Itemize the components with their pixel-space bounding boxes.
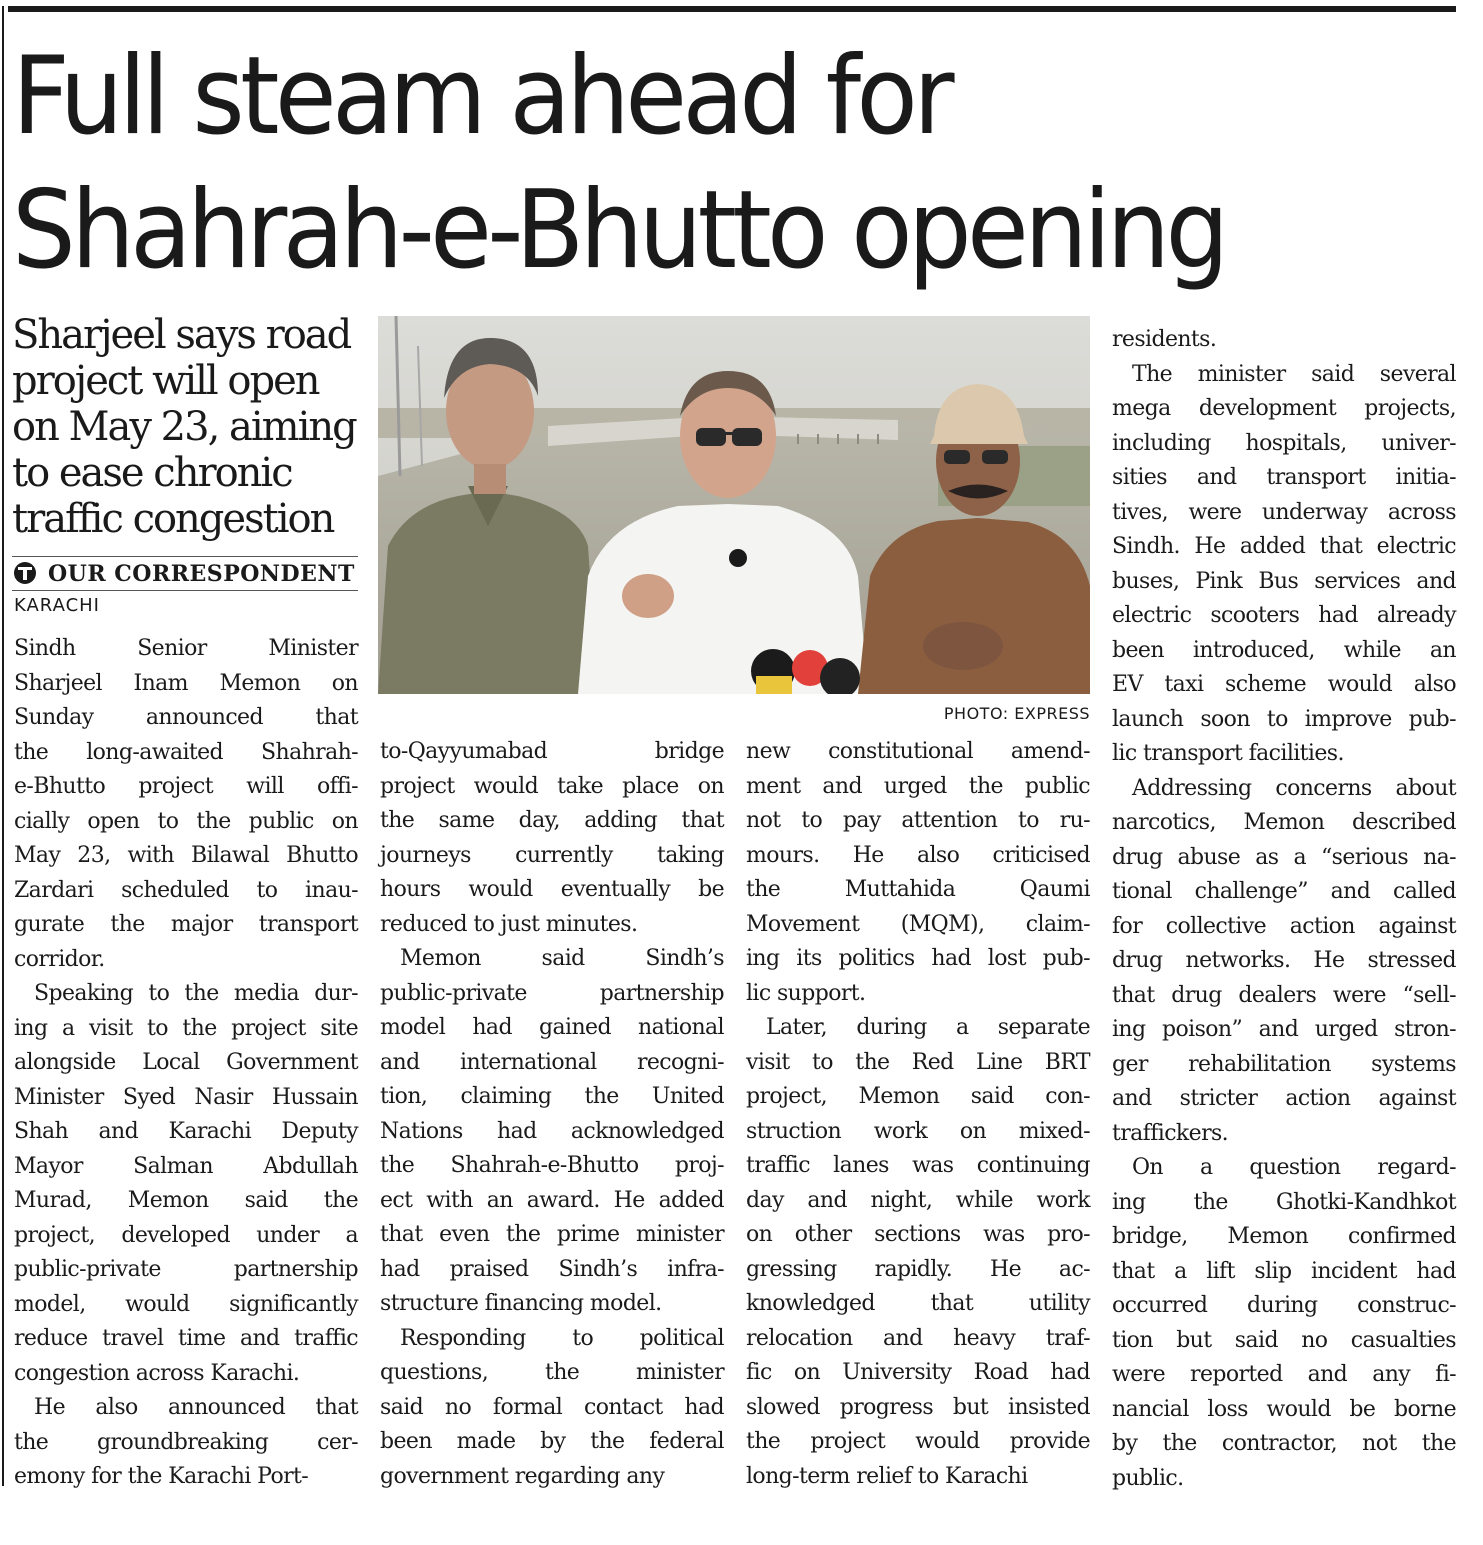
deck-line: to ease chronic (12, 450, 292, 496)
text-line: project would take place on (380, 773, 724, 799)
text-line: hours would eventually be (380, 877, 724, 902)
left-rule (2, 6, 4, 1486)
article-column-2 (380, 735, 724, 1494)
text-line: drug networks. He stressed (1112, 948, 1456, 973)
article-column-4 (1112, 323, 1456, 1496)
text-line: Speaking to the media dur- (34, 981, 358, 1006)
text-line: slowed progress but insisted (746, 1394, 1090, 1420)
text-line: electric scooters had already (1112, 603, 1456, 628)
text-line: the same day, adding that (380, 808, 724, 833)
text-line: including hospitals, univer- (1112, 430, 1456, 456)
news-photo (378, 316, 1090, 694)
text-line: knowledged that utility (746, 1291, 1090, 1316)
paragraph (746, 735, 1090, 1011)
text-line: lic transport facilities. (1112, 741, 1344, 766)
paragraph (380, 1322, 724, 1495)
text-line: The minister said several (1132, 361, 1456, 387)
text-line: EV taxi scheme would also (1112, 672, 1456, 697)
text-line: Memon said Sindh’s (400, 946, 724, 971)
text-line: May 23, with Bilawal Bhutto (14, 843, 358, 868)
text-line: Nations had acknowledged (380, 1118, 724, 1144)
text-line: alongside Local Government (14, 1050, 358, 1075)
text-line: the Muttahida Qaumi (746, 877, 1090, 902)
text-line: the project would provide (746, 1429, 1090, 1454)
text-line: been introduced, while an (1112, 637, 1456, 663)
text-line: journeys currently taking (380, 842, 724, 868)
text-line: the long-awaited Shahrah- (14, 739, 358, 765)
text-line: drug abuse as a “serious na- (1112, 844, 1456, 870)
text-line: that drug dealers were “sell- (1112, 982, 1456, 1008)
paragraph (1112, 358, 1456, 772)
text-line: Sunday announced that (14, 705, 358, 730)
text-line: said no formal contact had (380, 1394, 724, 1420)
text-line: Sindh Senior Minister (14, 636, 358, 661)
text-line: and international recogni- (380, 1049, 724, 1075)
text-line: ing the Ghotki-Kandhkot (1112, 1189, 1456, 1215)
paragraph (746, 1011, 1090, 1494)
text-line: fic on University Road had (746, 1360, 1090, 1385)
paragraph (14, 632, 358, 977)
text-line: bridge, Memon confirmed (1112, 1224, 1456, 1249)
text-line: Zardari scheduled to inau- (14, 877, 358, 903)
text-line: ing a visit to the project site (14, 1015, 358, 1041)
deck-line: traffic congestion (12, 496, 334, 542)
text-line: traffickers. (1112, 1120, 1229, 1146)
text-line: mega development projects, (1112, 396, 1456, 421)
text-line: narcotics, Memon described (1112, 810, 1456, 835)
text-line: model had gained national (380, 1015, 724, 1040)
headline-line-1: Full steam ahead for (12, 34, 950, 159)
text-line: reduce travel time and traffic (14, 1326, 358, 1351)
text-line: the groundbreaking cer- (14, 1429, 358, 1455)
text-line: structure financing model. (380, 1291, 662, 1316)
paragraph (1112, 1151, 1456, 1496)
text-line: had praised Sindh’s infra- (380, 1256, 724, 1282)
text-line: residents. (1112, 327, 1217, 352)
text-line: tion, claiming the United (380, 1084, 724, 1109)
paragraph (1112, 323, 1456, 358)
text-line: occurred during construc- (1112, 1293, 1456, 1318)
text-line: questions, the minister (380, 1360, 724, 1385)
text-line: mours. He also criticised (746, 842, 1090, 868)
text-line: relocation and heavy traf- (746, 1325, 1090, 1351)
text-line: Minister Syed Nasir Hussain (14, 1084, 358, 1110)
text-line: gressing rapidly. He ac- (746, 1256, 1090, 1282)
text-line: tives, were underway across (1112, 499, 1456, 525)
text-line: emony for the Karachi Port- (14, 1464, 309, 1489)
top-rule (8, 6, 1456, 12)
paragraph (380, 942, 724, 1322)
text-line: were reported and any fi- (1112, 1362, 1456, 1387)
article-column-1 (14, 632, 358, 1495)
text-line: new constitutional amend- (746, 739, 1090, 764)
text-line: Addressing concerns about (1132, 775, 1456, 801)
text-line: sities and transport initia- (1112, 465, 1456, 490)
text-line: project, Memon said con- (746, 1084, 1090, 1109)
text-line: ger rehabilitation systems (1112, 1051, 1456, 1077)
text-line: Murad, Memon said the (14, 1188, 358, 1213)
text-line: that a lift slip incident had (1112, 1258, 1456, 1284)
deck-line: project will open (12, 358, 319, 404)
text-line: cially open to the public on (14, 808, 358, 834)
text-line: public-private partnership (380, 980, 724, 1006)
text-line: launch soon to improve pub- (1112, 706, 1456, 732)
text-line: model, would significantly (14, 1291, 358, 1317)
text-line: Shah and Karachi Deputy (14, 1119, 358, 1144)
text-line: gurate the major transport (14, 912, 358, 937)
paragraph (380, 735, 724, 942)
text-line: to-Qayyumabad bridge (380, 739, 724, 764)
deck (12, 312, 362, 542)
text-line: for collective action against (1112, 913, 1456, 939)
byline (14, 560, 364, 588)
text-line: corridor. (14, 946, 105, 972)
text-line: Later, during a separate (766, 1015, 1090, 1040)
text-line: ment and urged the public (746, 773, 1090, 799)
headline-line-2: Shahrah-e-Bhutto opening (12, 168, 1225, 293)
text-line: public-private partnership (14, 1257, 358, 1282)
dateline: KARACHI (14, 595, 100, 616)
text-line: ing poison” and urged stron- (1112, 1017, 1456, 1042)
text-line: on other sections was pro- (746, 1222, 1090, 1247)
text-line: Sindh. He added that electric (1112, 534, 1456, 559)
photo-credit: PHOTO: EXPRESS (943, 704, 1090, 723)
text-line: ing its politics had lost pub- (746, 946, 1090, 971)
text-line: Sharjeel Inam Memon on (14, 670, 358, 696)
text-line: the Shahrah-e-Bhutto proj- (380, 1153, 724, 1178)
text-line: visit to the Red Line BRT (746, 1049, 1090, 1075)
text-line: tional challenge” and called (1112, 879, 1456, 904)
text-line: long-term relief to Karachi (746, 1463, 1028, 1489)
text-line: project, developed under a (14, 1222, 358, 1248)
text-line: nancial loss would be borne (1112, 1396, 1456, 1422)
text-line: by the contractor, not the (1112, 1431, 1456, 1456)
publication-logo-icon (14, 562, 36, 584)
text-line: reduced to just minutes. (380, 911, 638, 937)
text-line: traffic lanes was continuing (746, 1153, 1090, 1178)
deck-line: Sharjeel says road (12, 312, 351, 358)
text-line: that even the prime minister (380, 1222, 724, 1247)
paragraph (14, 977, 358, 1391)
text-line: struction work on mixed- (746, 1118, 1090, 1144)
text-line: Responding to political (400, 1325, 724, 1351)
text-line: day and night, while work (746, 1187, 1090, 1213)
text-line: Mayor Salman Abdullah (14, 1153, 358, 1179)
text-line: On a question regard- (1132, 1155, 1456, 1180)
paragraph (1112, 772, 1456, 1152)
text-line: Movement (MQM), claim- (746, 911, 1090, 937)
text-line: and stricter action against (1112, 1086, 1456, 1111)
text-line: public. (1112, 1465, 1184, 1491)
text-line: ect with an award. He added (380, 1187, 724, 1213)
article-column-3 (746, 735, 1090, 1494)
byline-rule-bottom (12, 590, 358, 591)
headline (12, 30, 1351, 298)
text-line: buses, Pink Bus services and (1112, 568, 1456, 594)
byline-text: OUR CORRESPONDENT (48, 561, 355, 587)
text-line: He also announced that (34, 1395, 358, 1420)
text-line: tion but said no casualties (1112, 1327, 1456, 1353)
paragraph (14, 1391, 358, 1495)
byline-rule-top (12, 556, 358, 557)
text-line: lic support. (746, 980, 866, 1006)
text-line: government regarding any (380, 1463, 665, 1489)
deck-line: on May 23, aiming (12, 404, 356, 450)
text-line: been made by the federal (380, 1429, 724, 1454)
text-line: e-Bhutto project will offi- (14, 774, 358, 799)
text-line: congestion across Karachi. (14, 1360, 300, 1386)
text-line: not to pay attention to ru- (746, 808, 1090, 833)
